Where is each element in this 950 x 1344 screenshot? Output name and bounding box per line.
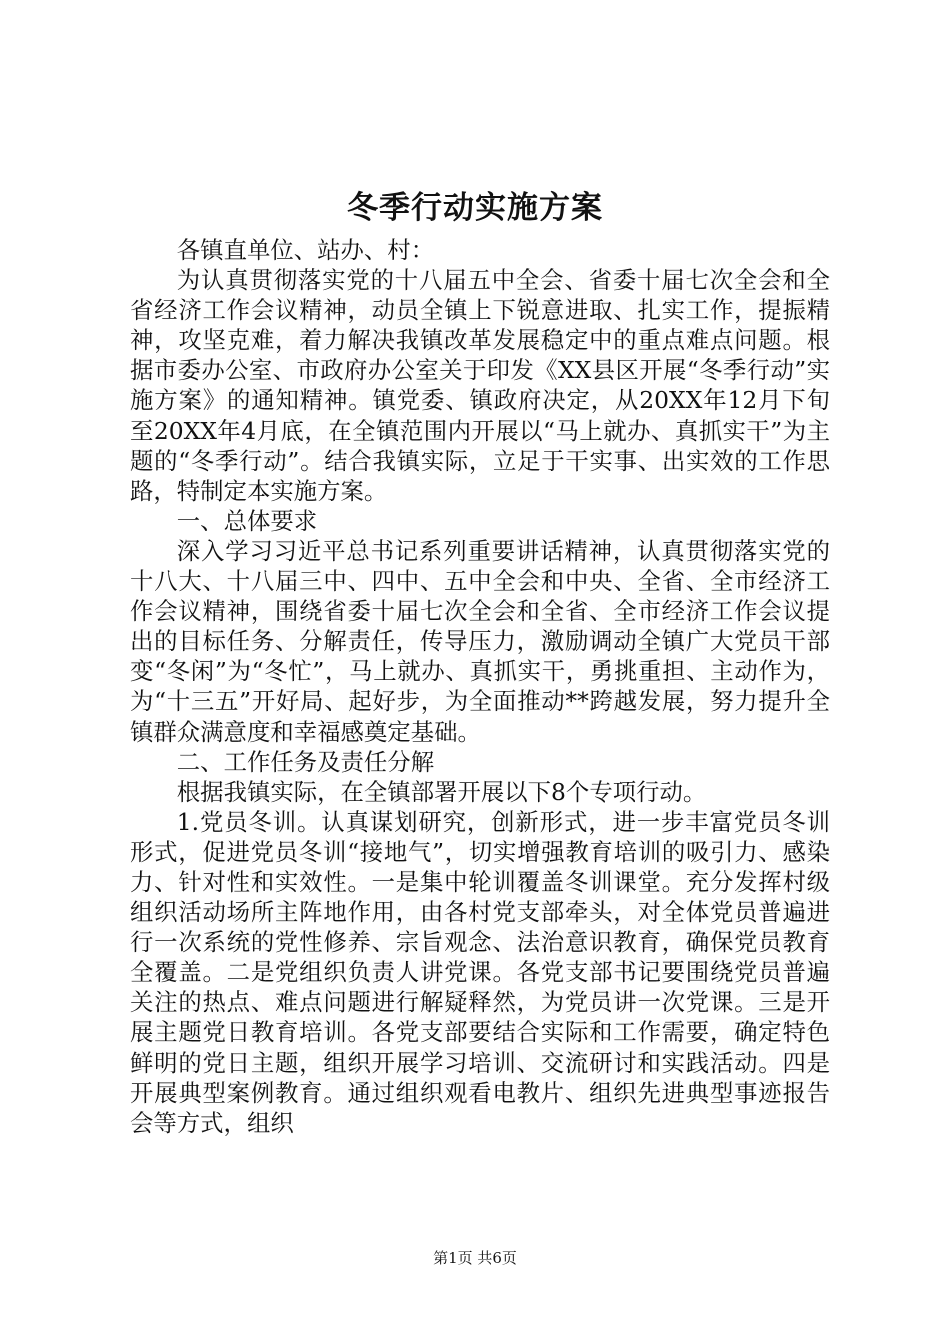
document-body — [130, 235, 830, 1138]
salutation: 各镇直单位、站办、村： — [176, 236, 435, 264]
section-heading-general-requirements: 一、总体要求 — [176, 506, 318, 535]
task-1-paragraph: 1.党员冬训。认真谋划研究，创新形式，进一步丰富党员冬训形式，促进党员冬训“接地气”，切实增强教育培训的吸引力、感染力、针对性和实效性。一是集中轮训覆盖冬训课堂。充分发挥村级组织活动场所主阵地作用，由各村党支部牵头，对全体党员普遍进行一次系统的党性修养、宗旨观念、法治意识教育，确保党员教育全覆盖。二是党组织负责人讲党课。各党支部书记要围绕党员普遍关注的热点、难点问题进行解疑释然，为党员讲一次党课。三是开展主题党日教育培训。各党支部要结合实际和工作需要，确定特色鲜明的党日主题，组织开展学习培训、交流研讨和实践活动。四是开展典型案例教育。通过组织观看电教片、组织先进典型事迹报告会等方式，组织 — [130, 807, 830, 1137]
page-footer: 第1页 共6页 — [433, 1249, 517, 1267]
tasks-intro-paragraph: 根据我镇实际，在全镇部署开展以下8个专项行动。 — [176, 777, 707, 806]
intro-paragraph: 为认真贯彻落实党的十八届五中全会、省委十届七次全会和全省经济工作会议精神，动员全镇上下锐意进取、扎实工作，提振精神，攻坚克难，着力解决我镇改革发展稳定中的重点难点问题。根据市委办公室、市政府办公室关于印发《XX县区开展“冬季行动”实施方案》的通知精神。镇党委、镇政府决定，从20XX年12月下旬至20XX年4月底，在全镇范围内开展以“马上就办、真抓实干”为主题的“冬季行动”。结合我镇实际，立足于干实事、出实效的工作思路，特制定本实施方案。 — [130, 266, 830, 505]
section-heading-tasks: 二、工作任务及责任分解 — [176, 747, 435, 776]
document-title: 冬季行动实施方案 — [347, 190, 603, 226]
general-requirements-paragraph: 深入学习习近平总书记系列重要讲话精神，认真贯彻落实党的十八大、十八届三中、四中、五中全会和中央、全省、全市经济工作会议精神，围绕省委十届七次全会和全省、全市经济工作会议提出的目标任务、分解责任，传导压力，激励调动全镇广大党员干部变“冬闲”为“冬忙”，马上就办、真抓实干，勇挑重担、主动作为，为“十三五”开好局、起好步，为全面推动**跨越发展，努力提升全镇群众满意度和幸福感奠定基础。 — [130, 536, 830, 746]
